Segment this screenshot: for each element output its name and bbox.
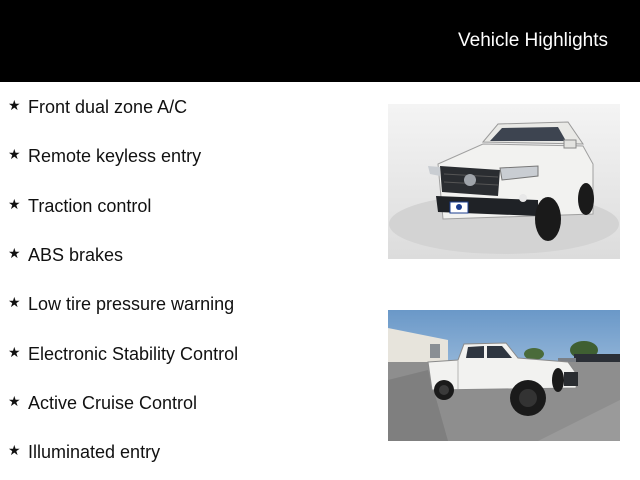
feature-label: Front dual zone A/C (28, 97, 188, 117)
star-icon: ★ (8, 393, 21, 409)
star-icon: ★ (8, 344, 21, 360)
feature-label: Illuminated entry (28, 442, 161, 462)
feature-label: Electronic Stability Control (28, 344, 239, 364)
star-icon: ★ (8, 97, 21, 113)
feature-label: Traction control (28, 196, 152, 216)
star-icon: ★ (8, 196, 21, 212)
star-icon: ★ (8, 442, 21, 458)
star-icon: ★ (8, 294, 21, 310)
vehicle-photo-front[interactable] (388, 104, 620, 259)
star-icon: ★ (8, 245, 21, 261)
feature-label: Remote keyless entry (28, 146, 202, 166)
feature-label: ABS brakes (28, 245, 124, 265)
feature-label: Active Cruise Control (28, 393, 198, 413)
header-bar (0, 0, 640, 82)
page-title: Vehicle Highlights (458, 30, 608, 51)
feature-label: Low tire pressure warning (28, 294, 235, 314)
star-icon: ★ (8, 146, 21, 162)
vehicle-photo-side[interactable] (388, 310, 620, 441)
